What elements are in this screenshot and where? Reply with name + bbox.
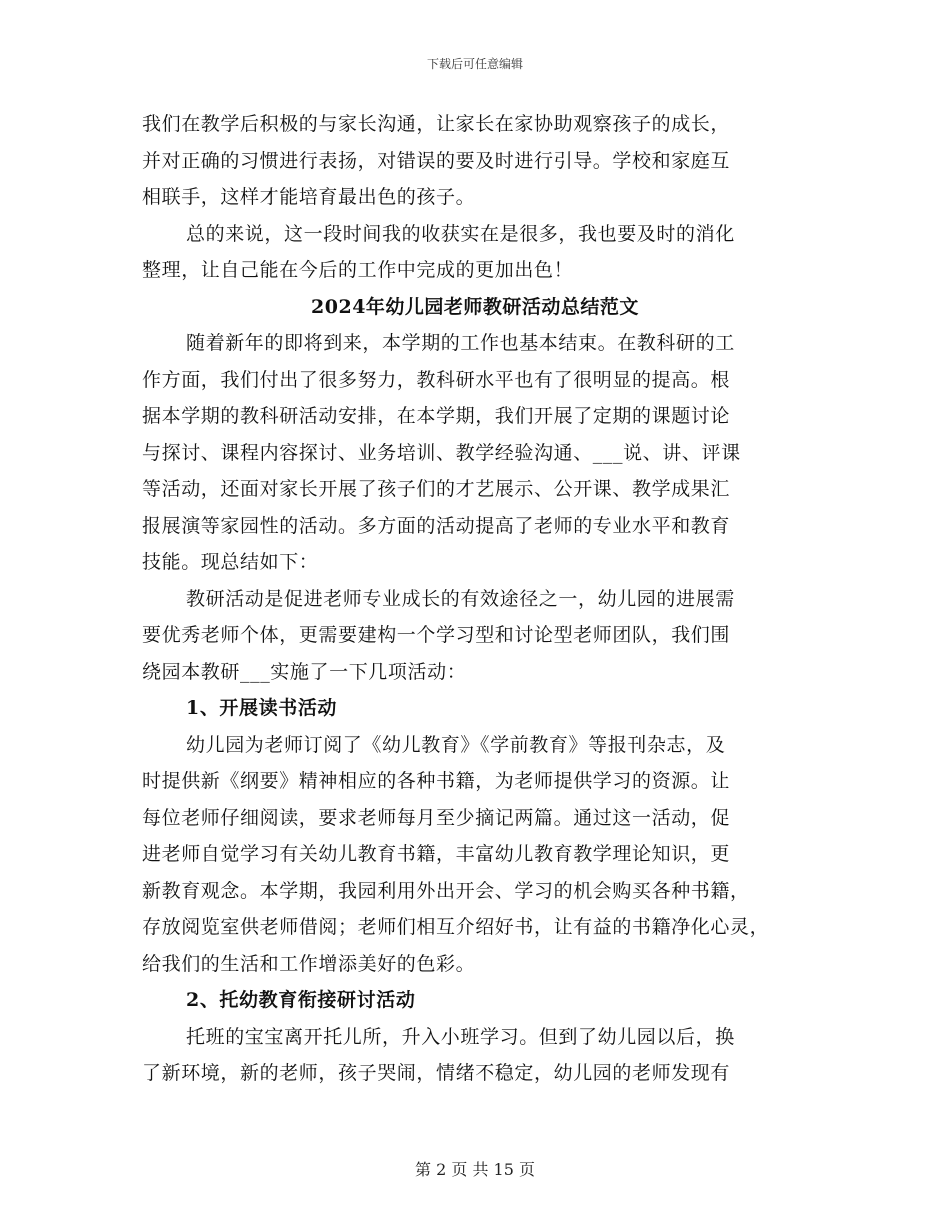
paragraph-line: 整理，让自己能在今后的工作中完成的更加出色！ <box>142 259 574 281</box>
paragraph-line: 新教育观念。本学期，我园利用外出开会、学习的机会购买各种书籍， <box>142 879 750 902</box>
page-number: 第 2 页 共 15 页 <box>415 1160 535 1179</box>
paragraph-line: 要优秀老师个体，更需要建构一个学习型和讨论型老师团队，我们围 <box>142 624 731 646</box>
paragraph-line: 存放阅览室供老师借阅；老师们相互介绍好书，让有益的书籍净化心灵， <box>142 916 770 938</box>
paragraph-line: 每位老师仔细阅读，要求老师每月至少摘记两篇。通过这一活动，促 <box>142 806 731 829</box>
page-header: 下载后可任意编辑 <box>426 57 523 71</box>
document-title: 2024年幼儿园老师教研活动总结范文 <box>311 295 639 318</box>
paragraph-line: 进老师自觉学习有关幼儿教育书籍，丰富幼儿教育教学理论知识，更 <box>142 843 731 865</box>
paragraph-line: 教研活动是促进老师专业成长的有效途径之一，幼儿园的进展需 <box>186 587 735 610</box>
paragraph-line: 作方面，我们付出了很多努力，教科研水平也有了很明显的提高。根 <box>142 368 731 391</box>
paragraph-line: 绕园本教研___实施了一下几项活动： <box>142 660 467 683</box>
paragraph-line: 我们在教学后积极的与家长沟通，让家长在家协助观察孩子的成长， <box>142 113 731 135</box>
document-body <box>142 106 808 1092</box>
section-heading: 1、开展读书活动 <box>186 697 338 719</box>
paragraph-line: 给我们的生活和工作增添美好的色彩。 <box>142 952 476 975</box>
paragraph-line: 幼儿园为老师订阅了《幼儿教育》《学前教育》等报刊杂志，及 <box>186 733 726 756</box>
paragraph-line: 总的来说，这一段时间我的收获实在是很多，我也要及时的消化 <box>186 222 735 245</box>
paragraph-line: 随着新年的即将到来，本学期的工作也基本结束。在教科研的工 <box>186 332 735 354</box>
paragraph-line: 相联手，这样才能培育最出色的孩子。 <box>142 186 476 208</box>
section-heading: 2、托幼教育衔接研讨活动 <box>186 989 416 1011</box>
paragraph-line: 报展演等家园性的活动。多方面的活动提高了老师的专业水平和教育 <box>142 514 731 537</box>
paragraph-line: 托班的宝宝离开托儿所，升入小班学习。但到了幼儿园以后，换 <box>186 1025 735 1048</box>
paragraph-line: 等活动，还面对家长开展了孩子们的才艺展示、公开课、教学成果汇 <box>142 478 731 500</box>
paragraph-line: 与探讨、课程内容探讨、业务培训、教学经验沟通、___说、讲、评课 <box>142 441 741 464</box>
paragraph-line: 据本学期的教科研活动安排，在本学期，我们开展了定期的课题讨论 <box>142 405 731 427</box>
paragraph-line: 并对正确的习惯进行表扬，对错误的要及时进行引导。学校和家庭互 <box>142 149 731 172</box>
paragraph-line: 技能。现总结如下： <box>142 551 319 573</box>
paragraph-line: 时提供新《纲要》精神相应的各种书籍，为老师提供学习的资源。让 <box>142 770 731 792</box>
paragraph-line: 了新环境，新的老师，孩子哭闹，情绪不稳定，幼儿园的老师发现有 <box>142 1062 731 1084</box>
